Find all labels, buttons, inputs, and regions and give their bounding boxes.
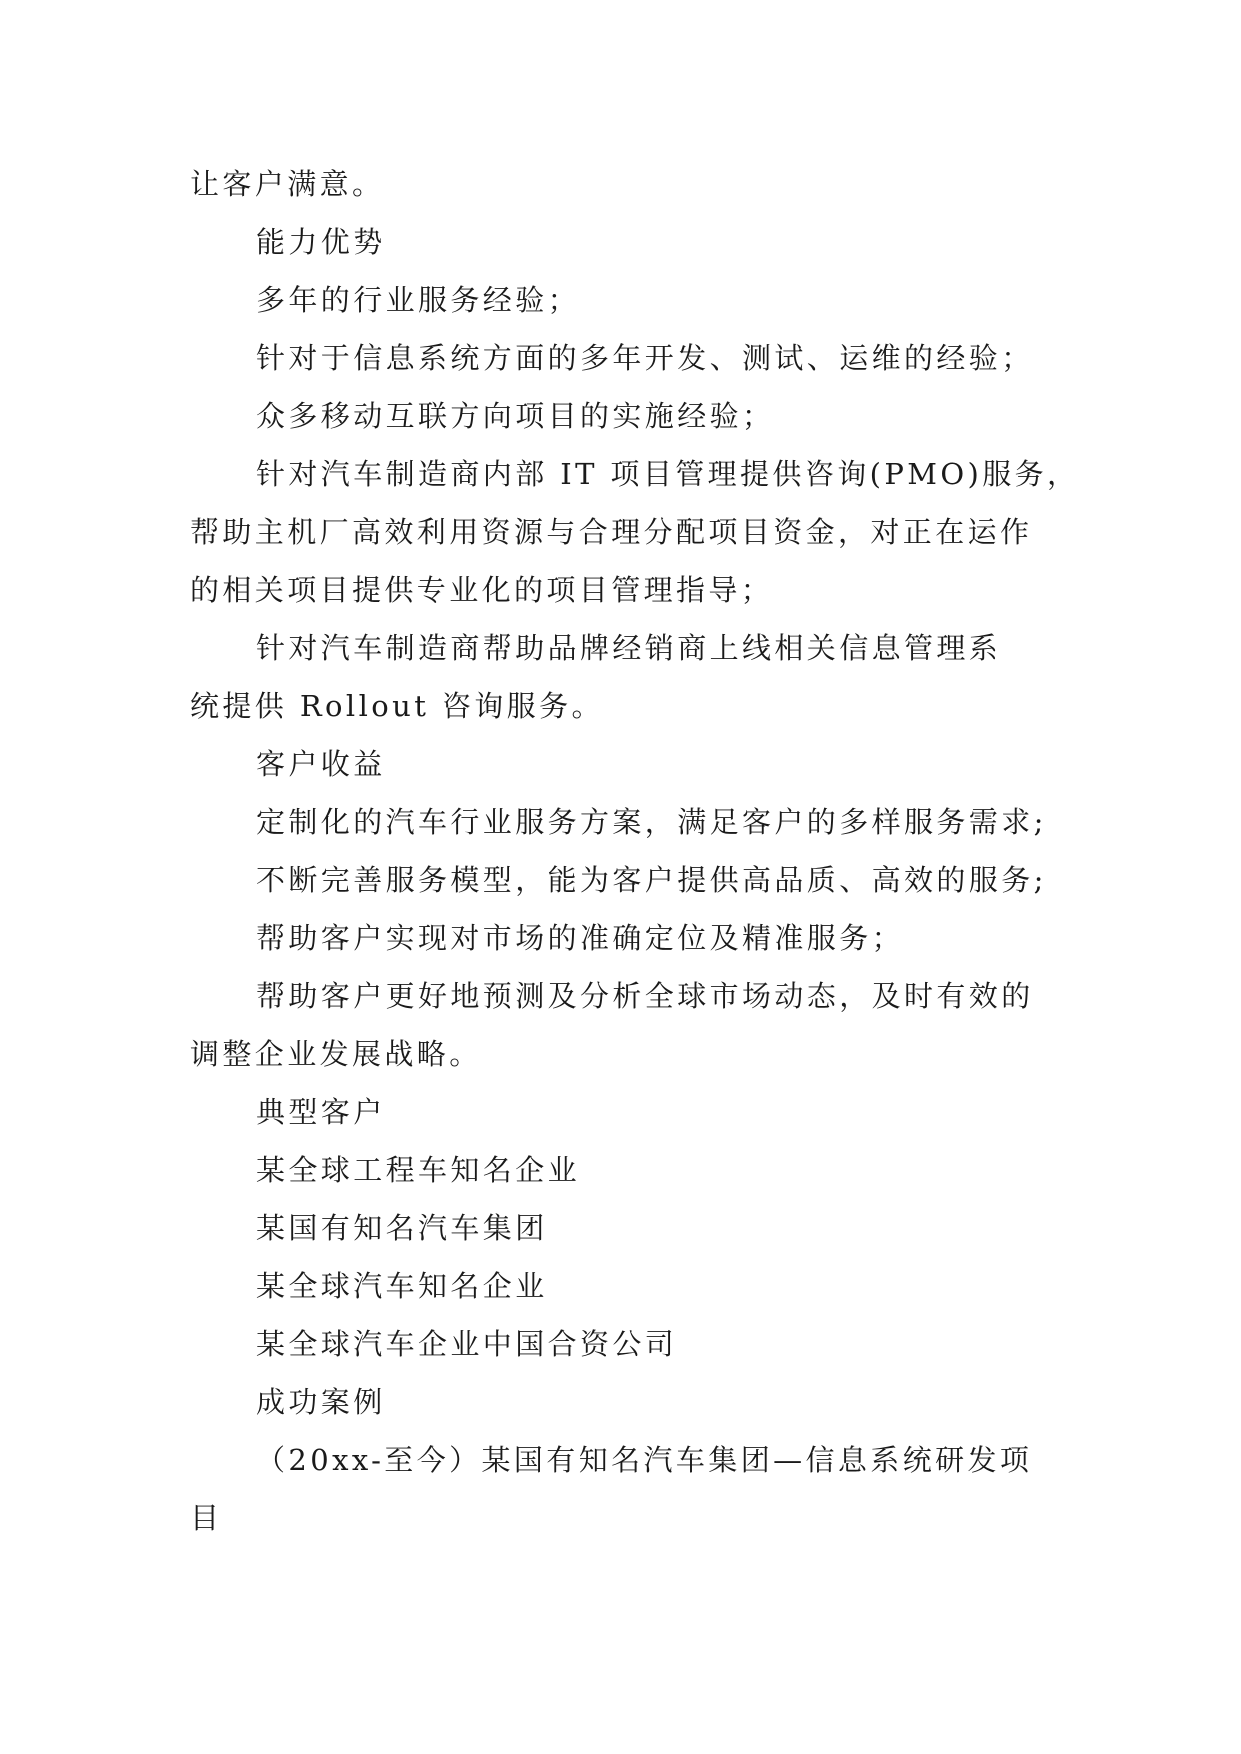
text-line: 某国有知名汽车集团 bbox=[256, 1211, 548, 1245]
text-line: 让客户满意。 bbox=[190, 167, 385, 201]
text-line: 某全球汽车知名企业 bbox=[256, 1269, 548, 1303]
text-line: 不断完善服务模型，能为客户提供高品质、高效的服务; bbox=[256, 863, 1047, 897]
text-line: 的相关项目提供专业化的项目管理指导； bbox=[190, 573, 774, 607]
text-line: 调整企业发展战略。 bbox=[190, 1037, 482, 1071]
text-line: 多年的行业服务经验； bbox=[256, 283, 581, 317]
text-line: 帮助客户更好地预测及分析全球市场动态，及时有效的 bbox=[256, 979, 1034, 1013]
text-line: 典型客户 bbox=[256, 1095, 386, 1129]
text-line: 成功案例 bbox=[256, 1385, 386, 1419]
text-line: 能力优势 bbox=[256, 225, 386, 259]
text-line: 针对汽车制造商帮助品牌经销商上线相关信息管理系 bbox=[256, 631, 1002, 665]
text-line: 帮助客户实现对市场的准确定位及精准服务； bbox=[256, 921, 905, 955]
document-body bbox=[190, 155, 1080, 1547]
text-line: 定制化的汽车行业服务方案，满足客户的多样服务需求; bbox=[256, 805, 1047, 839]
text-line: 统提供 Rollout 咨询服务。 bbox=[190, 689, 604, 723]
text-line: 目 bbox=[190, 1501, 223, 1535]
text-line: 众多移动互联方向项目的实施经验； bbox=[256, 399, 775, 433]
text-line: （20xx-至今）某国有知名汽车集团—信息系统研发项 bbox=[256, 1443, 1033, 1477]
text-line: 某全球工程车知名企业 bbox=[256, 1153, 581, 1187]
text-line: 帮助主机厂高效利用资源与合理分配项目资金，对正在运作 bbox=[190, 515, 1033, 549]
text-line: 客户收益 bbox=[256, 747, 386, 781]
text-line: 某全球汽车企业中国合资公司 bbox=[256, 1327, 678, 1361]
text-line: 针对汽车制造商内部 IT 项目管理提供咨询(PMO)服务， bbox=[256, 457, 1080, 491]
text-line: 针对于信息系统方面的多年开发、测试、运维的经验； bbox=[256, 341, 1034, 375]
